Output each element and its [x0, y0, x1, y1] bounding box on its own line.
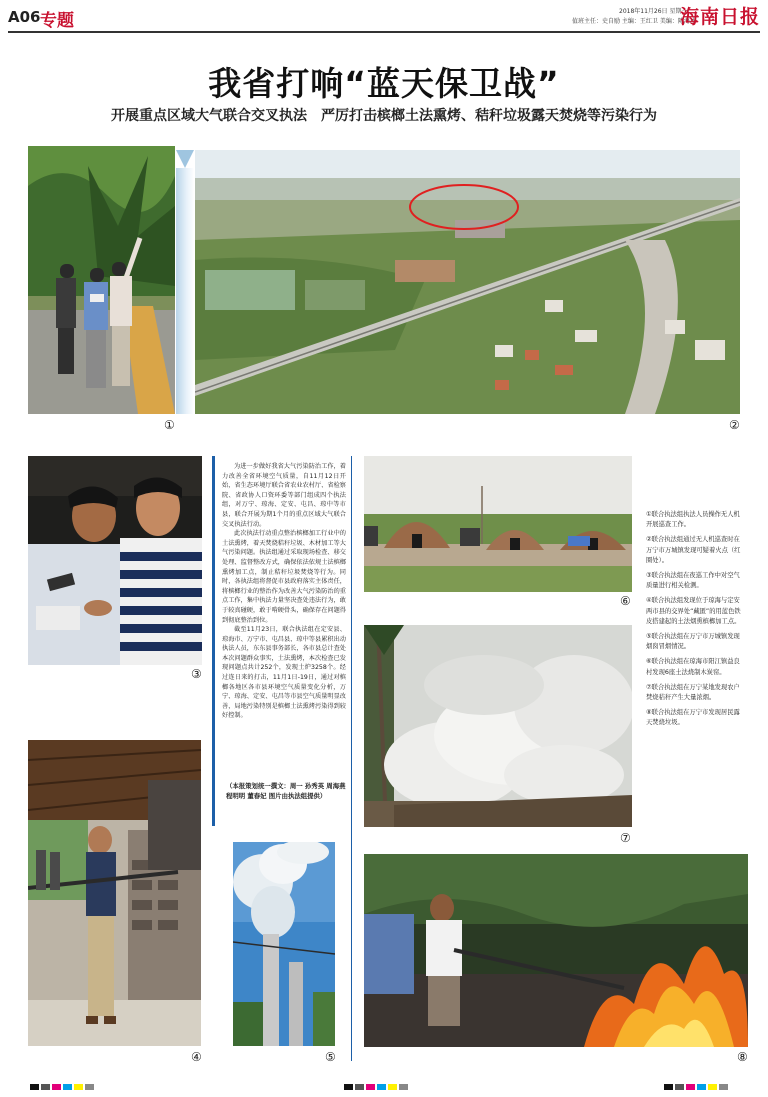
- caption-2: ②联合执法组通过无人机巡查时在万宁市万城镇发现可疑着火点（红圈处）。: [646, 536, 741, 564]
- photo-number-5: ⑤: [325, 1050, 336, 1064]
- page-title: 我省打响“蓝天保卫战”: [208, 64, 560, 103]
- page-header: [0, 0, 768, 34]
- ribbon-tip: [176, 150, 194, 168]
- decorative-ribbon: [176, 150, 194, 414]
- photo-captions: [646, 510, 746, 734]
- caption-4: ④联合执法组发现位于琼海与定安两市县的交界处“藏匿”的用蓝色铁皮搭建起的土法烟熏槟榔加工点。: [646, 597, 741, 625]
- article-paragraph-1: 为进一步做好我省大气污染防治工作，着力改善全省环境空气质量，自11月12日开始，省生态环境厅联合省农业农村厅、省检察院、省政协人口资环委等部门组成四个执法组，对万宁、琼海、定安、屯昌、琼中等市县，联合开展为期1个月的重点区域大气联合交叉执法行动。: [222, 463, 346, 528]
- caption-8: ⑧联合执法组在万宁市发现居民露天焚烧垃圾。: [646, 709, 740, 727]
- caption-6: ⑥联合执法组在琼海市阳江镇益良村发现6座土法烧制木炭窑。: [646, 658, 740, 676]
- print-color-bar-center: [344, 1084, 408, 1090]
- newspaper-masthead: 海南日报: [680, 6, 761, 28]
- photo-straw-burning: [364, 625, 632, 827]
- photo-garbage-fire: [364, 854, 748, 1047]
- photo-number-6: ⑥: [620, 594, 631, 608]
- editor-credits: 值班主任：史自励 主编：王红卫 美编：陈海冰: [572, 18, 696, 25]
- page-subtitle: 开展重点区域大气联合交叉执法 严厉打击槟榔土法熏烤、秸秆垃圾露天焚烧等污染行为: [111, 108, 657, 124]
- photo-kiln-worker: [28, 740, 201, 1046]
- article-right-rule: [351, 456, 352, 1061]
- photo-number-4: ④: [191, 1050, 202, 1064]
- photo-number-7: ⑦: [620, 831, 631, 845]
- section-label: 专题: [40, 11, 74, 31]
- photo-inspection: [28, 456, 202, 665]
- caption-5: ⑤联合执法组在万宁市万城镇发现烟囱冒烟情况。: [646, 633, 740, 651]
- photo-charcoal-kilns: [364, 456, 632, 592]
- photo-aerial-view: [195, 150, 740, 414]
- print-color-bar-left: [30, 1084, 94, 1090]
- photo-number-1: ①: [164, 418, 175, 432]
- photo-drone-team: [28, 146, 175, 414]
- photo-number-8: ⑧: [737, 1050, 748, 1064]
- header-rule: [8, 31, 760, 33]
- photo-chimney-smoke: [233, 842, 335, 1046]
- caption-3: ③联合执法组在夜巡工作中对空气质量进行相关检测。: [646, 572, 740, 590]
- photo-number-3: ③: [191, 667, 202, 681]
- caption-7: ⑦联合执法组在万宁某地发现农户焚烧秸秆产生大量浓烟。: [646, 683, 740, 702]
- article-left-rule: [212, 456, 215, 826]
- page-number: A06: [8, 8, 41, 26]
- issue-date: 2018年11月26日 星期一: [619, 8, 688, 15]
- article-byline: （本报策划统一撰文：周一 孙秀英 周海燕 程明明 董春妃 图片由执法组提供）: [226, 782, 346, 800]
- print-color-bar-right: [664, 1084, 728, 1090]
- article-body: [222, 462, 346, 721]
- photo-number-2: ②: [729, 418, 740, 432]
- caption-1: ①联合执法组执法人员操作无人机开展巡查工作。: [646, 511, 740, 529]
- article-paragraph-2: 此次执法行动重点整治槟榔加工行业中的土法熏烤，着天焚烧秸秆垃圾、木材加工等大气污染问题。执法组通过采取现场检查、移交处理、监督整改方式，确保依法依规土法槟榔熏烤加工点，制止秸秆垃圾焚烧等行为。同时，各执法组将督促市县政府落实主体责任，将槟榔行业的整治作为改善大气污染防治的重点工作，集中执法力量坚决查处违法行为，敢于较真碰硬，敢于啃硬骨头，确保存在问题得到彻底整治到位。: [222, 530, 346, 624]
- article-paragraph-3: 截至11月23日，联合执法组在定安县、琼海市、万宁市、屯昌县、琼中等县累积出动执法人员，东东县事务部长，各市县总计查处本次问题群众事实，土法熏烤，本次检查已发现问题点共计252个，发现土炉3258个。经过连日来的打击，11月1日-19日，通过对槟榔各地区各市县环境空气质量变化分析，万宁、琼海、定安、屯昌等市县空气质量明显改善，局地污染特别是槟榔土法熏烤污染得到较好控制。: [222, 626, 346, 720]
